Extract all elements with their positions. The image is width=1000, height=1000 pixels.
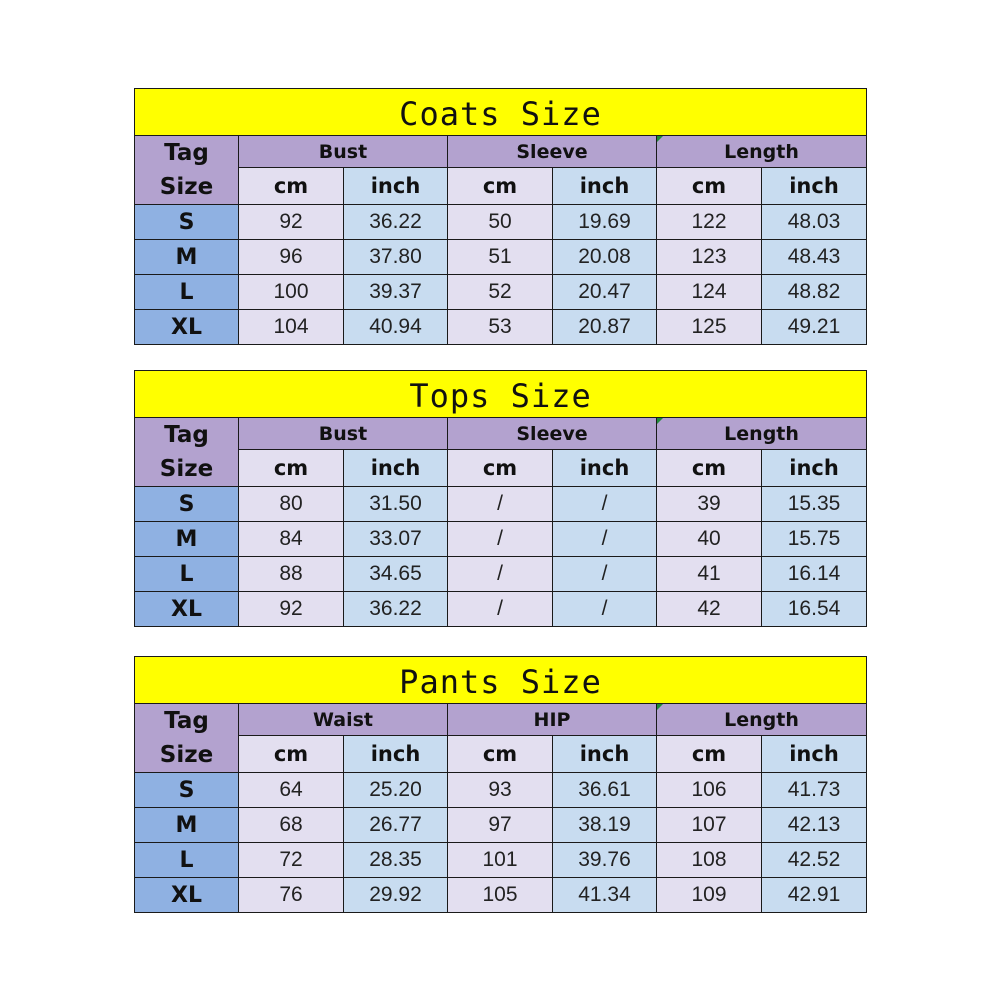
value-cell: 101 <box>448 843 553 878</box>
value-cell: 68 <box>239 808 344 843</box>
size-cell: S <box>135 773 239 808</box>
value-cell: 51 <box>448 240 553 275</box>
value-cell: 106 <box>657 773 762 808</box>
value-cell: / <box>448 557 553 592</box>
size-cell: L <box>135 275 239 310</box>
value-cell: 42 <box>657 592 762 627</box>
table-row <box>135 773 867 808</box>
value-cell: 28.35 <box>344 843 448 878</box>
unit-header: inch <box>553 736 657 773</box>
tag-size-header <box>135 136 239 205</box>
value-cell: 20.47 <box>553 275 657 310</box>
value-cell: / <box>553 487 657 522</box>
table-row <box>135 522 867 557</box>
unit-header: inch <box>762 450 867 487</box>
value-cell: 109 <box>657 878 762 913</box>
size-cell: XL <box>135 878 239 913</box>
table-title: Coats Size <box>135 89 867 136</box>
group-header-waist: Waist <box>239 704 448 736</box>
value-cell: 20.87 <box>553 310 657 345</box>
value-cell: 52 <box>448 275 553 310</box>
table-row <box>135 205 867 240</box>
value-cell: 100 <box>239 275 344 310</box>
size-cell: L <box>135 843 239 878</box>
value-cell: 48.82 <box>762 275 867 310</box>
value-cell: 123 <box>657 240 762 275</box>
unit-header: cm <box>448 450 553 487</box>
value-cell: 16.54 <box>762 592 867 627</box>
table-row <box>135 310 867 345</box>
group-header-bust: Bust <box>239 136 448 168</box>
value-cell: 92 <box>239 205 344 240</box>
value-cell: 29.92 <box>344 878 448 913</box>
value-cell: / <box>553 592 657 627</box>
size-cell: XL <box>135 592 239 627</box>
unit-header: cm <box>239 450 344 487</box>
group-header-length: Length <box>657 136 867 168</box>
unit-header: cm <box>448 168 553 205</box>
value-cell: 49.21 <box>762 310 867 345</box>
table-row <box>135 592 867 627</box>
value-cell: 125 <box>657 310 762 345</box>
value-cell: / <box>553 522 657 557</box>
value-cell: 42.13 <box>762 808 867 843</box>
unit-header-row <box>135 168 867 205</box>
value-cell: 41 <box>657 557 762 592</box>
table-row <box>135 878 867 913</box>
value-cell: 80 <box>239 487 344 522</box>
value-cell: 93 <box>448 773 553 808</box>
size-cell: M <box>135 240 239 275</box>
value-cell: 104 <box>239 310 344 345</box>
unit-header: inch <box>344 168 448 205</box>
table-row <box>135 275 867 310</box>
group-header-row <box>135 418 867 450</box>
value-cell: 36.61 <box>553 773 657 808</box>
value-cell: 76 <box>239 878 344 913</box>
group-header-row <box>135 704 867 736</box>
value-cell: 34.65 <box>344 557 448 592</box>
table-title: Pants Size <box>135 657 867 704</box>
value-cell: 50 <box>448 205 553 240</box>
value-cell: / <box>448 487 553 522</box>
unit-header-row <box>135 736 867 773</box>
unit-header: cm <box>239 168 344 205</box>
value-cell: 39.76 <box>553 843 657 878</box>
value-cell: 53 <box>448 310 553 345</box>
table-row <box>135 557 867 592</box>
value-cell: 36.22 <box>344 592 448 627</box>
value-cell: 64 <box>239 773 344 808</box>
value-cell: / <box>448 592 553 627</box>
table-row <box>135 240 867 275</box>
size-label: Size <box>159 742 214 768</box>
value-cell: 33.07 <box>344 522 448 557</box>
group-header-sleeve: Sleeve <box>448 136 657 168</box>
value-cell: 92 <box>239 592 344 627</box>
pants-size-table <box>134 656 867 913</box>
table-row <box>135 808 867 843</box>
group-header-sleeve: Sleeve <box>448 418 657 450</box>
value-cell: 16.14 <box>762 557 867 592</box>
size-cell: L <box>135 557 239 592</box>
tag-size-header <box>135 704 239 773</box>
table-row <box>135 487 867 522</box>
value-cell: 39.37 <box>344 275 448 310</box>
group-header-row <box>135 136 867 168</box>
unit-header: cm <box>448 736 553 773</box>
size-cell: S <box>135 205 239 240</box>
value-cell: 42.52 <box>762 843 867 878</box>
value-cell: 97 <box>448 808 553 843</box>
value-cell: 40 <box>657 522 762 557</box>
unit-header: inch <box>553 450 657 487</box>
value-cell: 72 <box>239 843 344 878</box>
value-cell: 42.91 <box>762 878 867 913</box>
size-cell: S <box>135 487 239 522</box>
unit-header: cm <box>657 168 762 205</box>
value-cell: 124 <box>657 275 762 310</box>
value-cell: 15.35 <box>762 487 867 522</box>
tag-label: Tag <box>164 422 209 448</box>
value-cell: / <box>553 557 657 592</box>
value-cell: 31.50 <box>344 487 448 522</box>
table-row <box>135 843 867 878</box>
value-cell: 88 <box>239 557 344 592</box>
value-cell: 38.19 <box>553 808 657 843</box>
value-cell: / <box>448 522 553 557</box>
value-cell: 37.80 <box>344 240 448 275</box>
value-cell: 36.22 <box>344 205 448 240</box>
unit-header: inch <box>553 168 657 205</box>
table-title: Tops Size <box>135 371 867 418</box>
tag-size-header <box>135 418 239 487</box>
tag-label: Tag <box>164 708 209 734</box>
value-cell: 107 <box>657 808 762 843</box>
size-cell: M <box>135 808 239 843</box>
unit-header: cm <box>239 736 344 773</box>
value-cell: 41.73 <box>762 773 867 808</box>
value-cell: 122 <box>657 205 762 240</box>
unit-header-row <box>135 450 867 487</box>
size-cell: XL <box>135 310 239 345</box>
value-cell: 40.94 <box>344 310 448 345</box>
unit-header: cm <box>657 450 762 487</box>
value-cell: 108 <box>657 843 762 878</box>
value-cell: 96 <box>239 240 344 275</box>
tops-size-table <box>134 370 867 627</box>
title-row <box>135 371 867 418</box>
size-label: Size <box>159 174 214 200</box>
group-header-length: Length <box>657 418 867 450</box>
value-cell: 15.75 <box>762 522 867 557</box>
value-cell: 39 <box>657 487 762 522</box>
group-header-length: Length <box>657 704 867 736</box>
value-cell: 48.03 <box>762 205 867 240</box>
value-cell: 25.20 <box>344 773 448 808</box>
unit-header: inch <box>344 736 448 773</box>
value-cell: 105 <box>448 878 553 913</box>
value-cell: 48.43 <box>762 240 867 275</box>
unit-header: inch <box>762 168 867 205</box>
size-cell: M <box>135 522 239 557</box>
value-cell: 19.69 <box>553 205 657 240</box>
unit-header: inch <box>762 736 867 773</box>
size-label: Size <box>159 456 214 482</box>
unit-header: cm <box>657 736 762 773</box>
title-row <box>135 657 867 704</box>
title-row <box>135 89 867 136</box>
value-cell: 41.34 <box>553 878 657 913</box>
value-cell: 84 <box>239 522 344 557</box>
group-header-hip: HIP <box>448 704 657 736</box>
coats-size-table <box>134 88 867 345</box>
tag-label: Tag <box>164 140 209 166</box>
value-cell: 20.08 <box>553 240 657 275</box>
value-cell: 26.77 <box>344 808 448 843</box>
unit-header: inch <box>344 450 448 487</box>
group-header-bust: Bust <box>239 418 448 450</box>
